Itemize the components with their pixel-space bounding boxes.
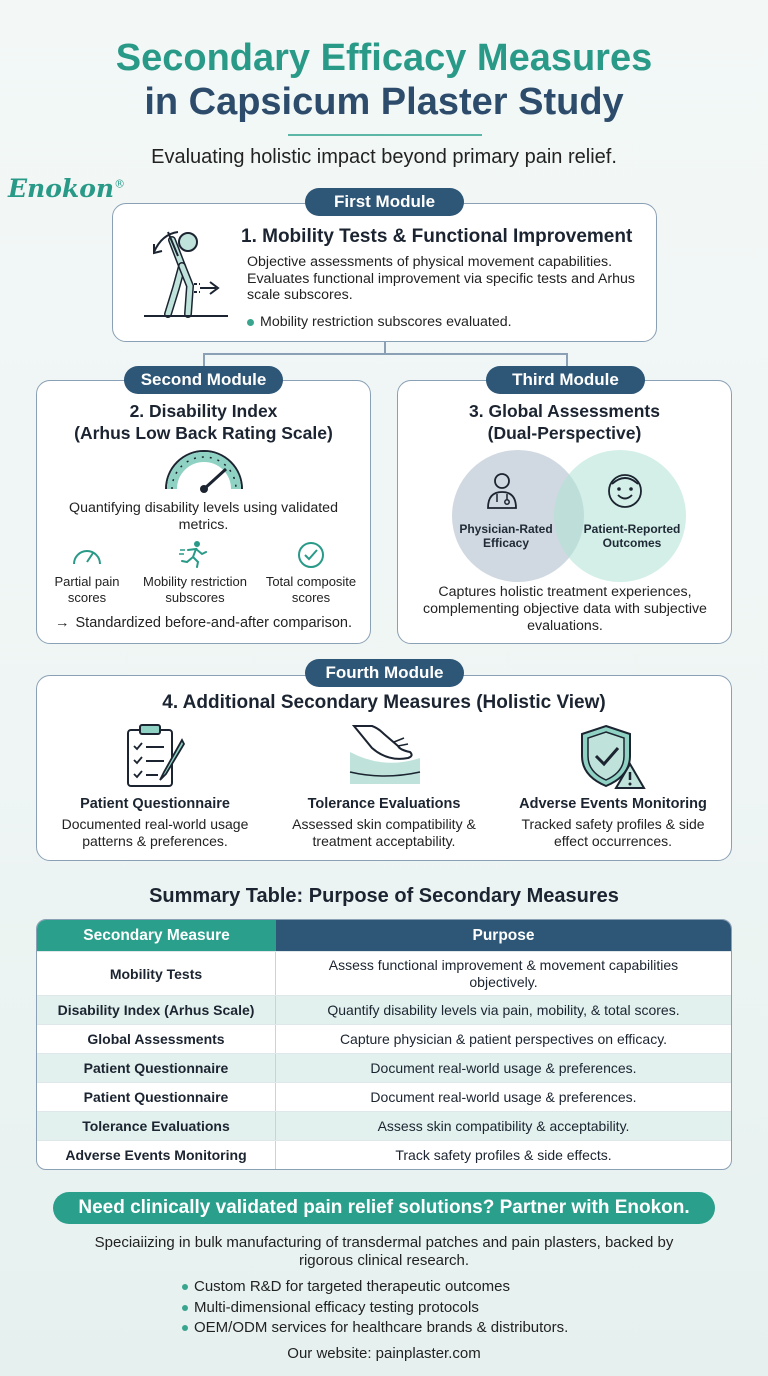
table-cell-measure: Mobility Tests xyxy=(37,952,276,995)
bullet-dot xyxy=(247,319,254,326)
table-row xyxy=(37,1024,731,1053)
bullet-dot xyxy=(182,1325,188,1331)
module-4-title: 4. Additional Secondary Measures (Holistic View) xyxy=(162,692,606,713)
title-line-1: Secondary Efficacy Measures xyxy=(115,37,653,79)
module-2-title xyxy=(36,400,371,444)
module-3-label: Third Module xyxy=(486,366,645,394)
cta-bullet-list xyxy=(182,1277,568,1339)
check-circle-icon xyxy=(297,541,325,569)
module-2-label: Second Module xyxy=(124,366,283,394)
summary-title: Summary Table: Purpose of Secondary Measures xyxy=(149,885,619,907)
table-cell-measure: Adverse Events Monitoring xyxy=(37,1141,276,1169)
table-row xyxy=(37,1053,731,1082)
bullet-dot xyxy=(182,1305,188,1311)
physician-rated-label: Physician-Rated Efficacy xyxy=(459,522,553,550)
table-cell-purpose: Document real-world usage & preferences. xyxy=(370,1088,637,1105)
cta-bullet-2: Multi-dimensional efficacy testing protocols xyxy=(194,1298,479,1316)
table-cell-measure: Tolerance Evaluations xyxy=(37,1112,276,1140)
header-secondary-measure: Secondary Measure xyxy=(37,920,276,951)
patient-circle xyxy=(554,450,686,582)
summary-table xyxy=(36,919,732,1170)
title-divider xyxy=(288,134,482,136)
smiling-patient-icon xyxy=(606,472,644,510)
module-2-description: Quantifying disability levels using validated metrics. xyxy=(69,500,338,533)
running-person-icon xyxy=(178,540,208,568)
table-cell-measure: Patient Questionnaire xyxy=(37,1054,276,1082)
header-purpose: Purpose xyxy=(276,920,731,951)
module-3-description: Captures holistic treatment experiences, complementing objective data with subjective evaluations. xyxy=(423,584,707,634)
logo-text: Enokon xyxy=(8,174,115,203)
module-2-title-line-1: 2. Disability Index xyxy=(129,401,278,421)
feature-2-text: Assessed skin compatibility & treatment acceptability. xyxy=(292,816,476,849)
module-3-title-line-2: (Dual-Perspective) xyxy=(487,423,642,443)
doctor-icon xyxy=(484,470,520,510)
stretching-person-icon xyxy=(142,222,230,320)
table-cell-purpose: Capture physician & patient perspectives on efficacy. xyxy=(339,1030,668,1047)
module-2-footer xyxy=(36,615,371,632)
table-cell-purpose: Quantify disability levels via pain, mobility, & total scores. xyxy=(327,1001,680,1018)
table-row xyxy=(37,1111,731,1140)
module-2-title-line-2: (Arhus Low Back Rating Scale) xyxy=(74,423,333,443)
list-item xyxy=(182,1298,568,1319)
table-cell-measure: Global Assessments xyxy=(37,1025,276,1053)
speedometer-icon xyxy=(160,443,248,495)
table-cell-measure: Disability Index (Arhus Scale) xyxy=(37,996,276,1024)
cta-bullet-1: Custom R&D for targeted therapeutic outcomes xyxy=(194,1278,510,1295)
registered-mark: ® xyxy=(114,177,126,191)
hand-on-skin-icon xyxy=(348,722,422,786)
connector-horizontal xyxy=(203,353,567,355)
module-3-title xyxy=(397,400,732,444)
table-cell-purpose: Document real-world usage & preferences. xyxy=(370,1059,637,1076)
module-4-label: Fourth Module xyxy=(305,659,464,687)
patient-reported-label: Patient-Reported Outcomes xyxy=(583,522,681,550)
table-header xyxy=(37,920,731,951)
table-cell-purpose: Assess functional improvement & movement capabilities objectively. xyxy=(328,956,679,990)
feature-2-title: Tolerance Evaluations xyxy=(307,796,461,812)
module-1-title: 1. Mobility Tests & Functional Improvement xyxy=(241,226,633,247)
table-row xyxy=(37,995,731,1024)
module-2-item-1: Partial pain scores xyxy=(54,574,120,605)
connector-right xyxy=(566,353,568,367)
module-2-item-3: Total composite scores xyxy=(265,574,357,605)
page-subtitle: Evaluating holistic impact beyond primary pain relief. xyxy=(151,146,617,168)
cta-banner: Need clinically validated pain relief solutions? Partner with Enokon. xyxy=(53,1192,715,1224)
table-cell-purpose: Track safety profiles & side effects. xyxy=(395,1146,612,1163)
page-title xyxy=(0,36,768,124)
feature-3-title: Adverse Events Monitoring xyxy=(519,796,707,812)
feature-3-text: Tracked safety profiles & side effect occurrences. xyxy=(521,816,705,849)
module-3-title-line-1: 3. Global Assessments xyxy=(469,401,660,421)
shield-warning-icon xyxy=(576,722,650,790)
arrow-right-icon: → xyxy=(55,615,70,631)
feature-1-title: Patient Questionnaire xyxy=(80,796,230,812)
module-1-description: Objective assessments of physical movement capabilities. Evaluates functional improvement via specific tests and Arhus scale subscores. xyxy=(247,254,635,303)
brand-logo xyxy=(8,174,125,203)
list-item xyxy=(182,1277,568,1298)
cta-description: Speciaiizing in bulk manufacturing of transdermal patches and pain plasters, backed by rigorous clinical research. xyxy=(94,1234,674,1269)
bullet-dot xyxy=(182,1284,188,1290)
module-1-label: First Module xyxy=(305,188,464,216)
connector-left xyxy=(203,353,205,367)
module-1-bullet-text: Mobility restriction subscores evaluated. xyxy=(260,314,512,330)
table-row xyxy=(37,1082,731,1111)
table-cell-measure: Patient Questionnaire xyxy=(37,1083,276,1111)
website-text: Our website: painplaster.com xyxy=(287,1345,481,1362)
module-2-footer-text: Standardized before-and-after comparison. xyxy=(75,615,352,631)
table-cell-purpose: Assess skin compatibility & acceptability. xyxy=(377,1117,630,1134)
title-line-2: in Capsicum Plaster Study xyxy=(144,81,624,123)
module-2-item-2: Mobility restriction subscores xyxy=(142,574,248,605)
module-1-bullet xyxy=(247,314,512,330)
table-row xyxy=(37,1140,731,1169)
clipboard-checklist-icon xyxy=(124,722,186,790)
cta-bullet-3: OEM/ODM services for healthcare brands & distributors. xyxy=(194,1319,569,1336)
gauge-icon xyxy=(71,542,103,568)
feature-1-text: Documented real-world usage patterns & preferences. xyxy=(61,816,249,849)
list-item xyxy=(182,1318,568,1339)
table-row xyxy=(37,951,731,995)
